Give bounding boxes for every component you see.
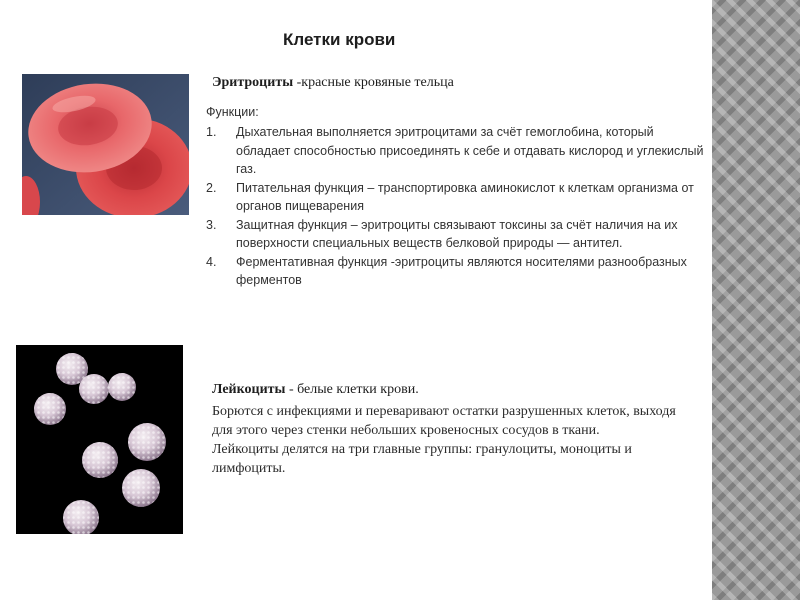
leukocytes-paragraph: Лейкоциты делятся на три главные группы: гранулоциты, моноциты и лимфоциты. <box>212 442 632 476</box>
list-item-number: 1. <box>206 125 217 139</box>
erythrocytes-subtitle: -красные кровяные тельца <box>293 75 454 90</box>
list-item-text: Ферментативная функция -эритроциты являются носителями разнообразных ферментов <box>236 254 687 287</box>
list-item-number: 3. <box>206 217 217 232</box>
list-item-number: 2. <box>206 180 217 195</box>
list-item <box>206 123 706 179</box>
decorative-side-pattern <box>712 0 800 600</box>
leukocytes-heading <box>212 382 419 398</box>
erythrocytes-heading <box>212 75 454 91</box>
slide-title: Клетки крови <box>283 30 396 49</box>
list-item-number: 4. <box>206 254 217 269</box>
functions-list <box>206 123 706 290</box>
leukocytes-paragraph: Борются с инфекциями и переваривают остатки разрушенных клеток, выходя для этого через стенки небольших кровеносных сосудов в ткани. <box>212 404 676 438</box>
list-item-text: Дыхательная выполняется эритроцитами за счёт гемоглобина, который обладает способностью присоединять к себе и отдавать кислород и углекислый газ. <box>236 125 704 176</box>
functions-caption: Функции: <box>206 105 259 119</box>
list-item <box>206 216 706 253</box>
leukocytes-name: Лейкоциты <box>212 382 286 397</box>
erythrocytes-name: Эритроциты <box>212 75 294 90</box>
leukocytes-subtitle: - белые клетки крови. <box>285 382 419 397</box>
list-item <box>206 179 706 216</box>
list-item <box>206 253 706 290</box>
list-item-text: Питательная функция – транспортировка аминокислот к клеткам организма от органов пищеварения <box>236 180 694 213</box>
list-item-text: Защитная функция – эритроциты связывают токсины за счёт наличия на их поверхности специальных веществ белковой природы — антител. <box>236 217 678 250</box>
erythrocytes-image <box>22 74 189 215</box>
leukocytes-image <box>16 345 183 534</box>
leukocytes-description <box>212 402 697 478</box>
